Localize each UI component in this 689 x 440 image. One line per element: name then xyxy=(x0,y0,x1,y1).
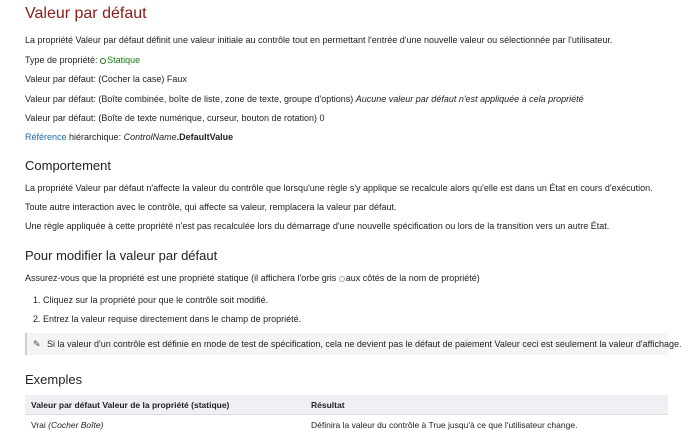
table-row xyxy=(25,415,668,435)
property-type-value: Statique xyxy=(107,55,141,65)
reference-control-name: ControlName xyxy=(123,132,177,142)
table-cell xyxy=(25,415,305,435)
default-combo-note: Aucune valeur par défaut n'est appliquée à cela propriété xyxy=(355,94,584,104)
behavior-heading: Comportement xyxy=(25,158,111,173)
column-header: Valeur par défaut Valeur de la propriété (statique) xyxy=(25,395,305,415)
property-type-label: Type de propriété: xyxy=(25,55,98,65)
step-item: 1. Cliquez sur la propriété pour que le contrôle soit modifié. xyxy=(33,295,269,305)
reference-text: hiérarchique: xyxy=(66,132,124,142)
note-icon: ✎ xyxy=(33,339,41,349)
page-title: Valeur par défaut xyxy=(25,5,147,22)
modify-heading: Pour modifier la valeur par défaut xyxy=(25,248,218,263)
examples-heading: Exemples xyxy=(25,372,83,387)
table-cell: Définira la valeur du contrôle à True jusqu'à ce que l'utilisateur change. xyxy=(305,415,668,435)
note-box xyxy=(25,333,682,355)
cell-note: (Cocher Boîte) xyxy=(48,419,104,430)
note-text: Si la valeur d'un contrôle est définie en mode de test de spécification, cela ne devient pas le défaut de paiement Valeur ceci est seulement la valeur d'affichage. xyxy=(47,339,682,349)
examples-table xyxy=(25,395,668,434)
column-header: Résultat xyxy=(305,395,668,415)
step-item: 2. Entrez la valeur requise directement dans le champ de propriété. xyxy=(33,314,302,324)
default-combo-text: Valeur par défaut: (Boîte combinée, boîte de liste, zone de texte, groupe d'options) xyxy=(25,94,356,104)
static-orb-icon xyxy=(100,58,106,64)
reference-property: .DefaultValue xyxy=(176,132,234,142)
modify-intro xyxy=(25,272,480,284)
intro-text: La propriété Valeur par défaut définit une valeur initiale au contrôle tout en permettant l'entrée d'une nouvelle valeur ou sélectionnée par l'utilisateur. xyxy=(25,35,613,45)
modify-intro-text: Assurez-vous que la propriété est une propriété statique (il affichera l'orbe gris xyxy=(25,273,339,283)
default-numeric-line: Valeur par défaut: (Boîte de texte numérique, curseur, bouton de rotation) 0 xyxy=(25,113,325,123)
behavior-paragraph-1: La propriété Valeur par défaut n'affecte la valeur du contrôle que lorsqu'une règle s'y applique se recalcule alors qu'elle est dans un État en cours d'exécution. xyxy=(25,183,653,193)
default-combo-line xyxy=(25,93,584,105)
grey-orb-icon xyxy=(339,276,345,282)
behavior-paragraph-3: Une règle appliquée à cette propriété n'est pas recalculée lors du démarrage d'une nouvelle spécification ou lors de la transition vers un autre État. xyxy=(25,221,610,231)
modify-intro-text-end: aux côtés de la nom de propriété) xyxy=(345,273,480,283)
cell-value: Vrai xyxy=(31,419,49,430)
behavior-paragraph-2: Toute autre interaction avec le contrôle, qui affecte sa valeur, remplacera la valeur par défaut. xyxy=(25,202,397,212)
reference-line xyxy=(25,131,233,143)
reference-link[interactable]: Référence xyxy=(25,132,67,142)
table-header-row xyxy=(25,395,668,415)
property-type-line xyxy=(25,54,140,66)
default-checkbox-line: Valeur par défaut: (Cocher la case) Faux xyxy=(25,74,187,84)
